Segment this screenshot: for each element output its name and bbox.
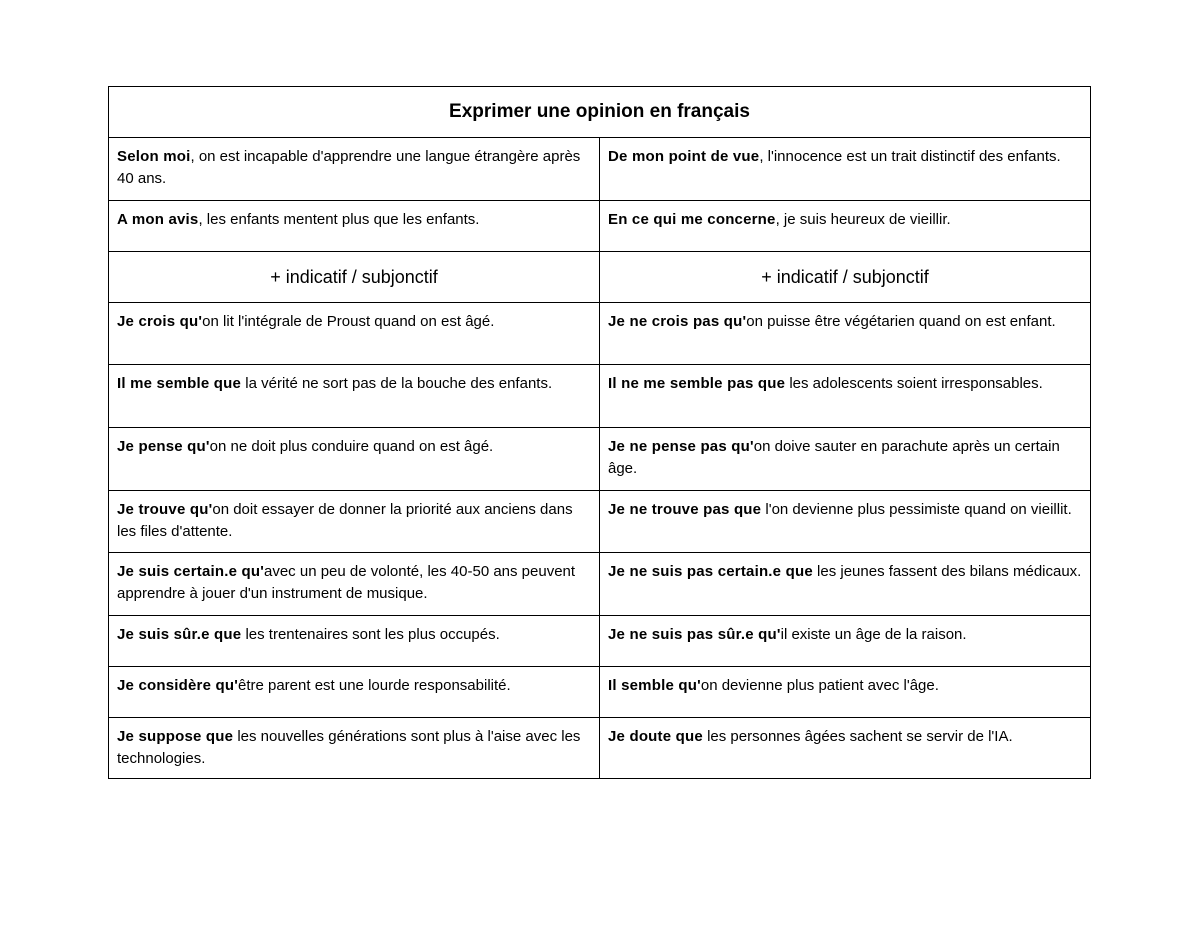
expression-bold: Je ne pense pas qu'	[608, 438, 754, 455]
table-cell	[109, 718, 600, 779]
table-cell	[109, 201, 600, 252]
example-text: , on est incapable d'apprendre une langue étrangère après 40 ans.	[117, 148, 581, 187]
expression-bold: De mon point de vue	[608, 148, 760, 165]
title-row	[109, 87, 1091, 138]
table-row	[109, 491, 1091, 553]
table-row	[109, 365, 1091, 428]
example-text: on doive sauter en parachute après un certain âge.	[608, 438, 1060, 477]
example-text: on ne doit plus conduire quand on est âgé.	[209, 438, 494, 455]
example-text: avec un peu de volonté, les 40-50 ans peuvent apprendre à jouer d'un instrument de musique.	[117, 563, 576, 602]
table-cell	[600, 365, 1091, 428]
expression-bold: Je suppose que	[117, 728, 234, 745]
table-cell	[600, 667, 1091, 718]
table-cell	[109, 491, 600, 553]
table-cell	[109, 667, 600, 718]
example-text: , l'innocence est un trait distinctif des enfants.	[759, 148, 1061, 165]
table-cell	[109, 138, 600, 201]
table-cell	[600, 138, 1091, 201]
expression-bold: Je considère qu'	[117, 677, 238, 694]
expression-bold: Je pense qu'	[117, 438, 210, 455]
expression-bold: Je crois qu'	[117, 313, 203, 330]
expression-bold: Il ne me semble pas que	[608, 375, 786, 392]
table-cell	[600, 491, 1091, 553]
section-header-left: + indicatif / subjonctif	[109, 252, 600, 303]
example-text: on lit l'intégrale de Proust quand on est âgé.	[202, 313, 495, 330]
example-text: , les enfants mentent plus que les enfants.	[198, 211, 480, 228]
table-row	[109, 553, 1091, 616]
example-text: les nouvelles générations sont plus à l'aise avec les technologies.	[117, 728, 581, 767]
table-cell	[109, 303, 600, 365]
table-cell	[600, 201, 1091, 252]
example-text: il existe un âge de la raison.	[780, 626, 967, 643]
table-cell	[600, 616, 1091, 667]
expression-bold: Selon moi	[117, 148, 191, 165]
example-text: les personnes âgées sachent se servir de l'IA.	[702, 728, 1013, 745]
expression-bold: Je ne crois pas qu'	[608, 313, 747, 330]
table-cell	[600, 303, 1091, 365]
expression-bold: Il semble qu'	[608, 677, 701, 694]
table-row	[109, 428, 1091, 491]
example-text: , je suis heureux de vieillir.	[775, 211, 951, 228]
example-text: on puisse être végétarien quand on est enfant.	[746, 313, 1056, 330]
table-cell	[600, 718, 1091, 779]
opinion-table	[108, 86, 1091, 779]
table-row	[109, 303, 1091, 365]
table-cell	[600, 428, 1091, 491]
table-cell	[109, 553, 600, 616]
table-row	[109, 667, 1091, 718]
example-text: on devienne plus patient avec l'âge.	[700, 677, 939, 694]
table-row	[109, 616, 1091, 667]
table-row	[109, 138, 1091, 201]
table-cell	[600, 553, 1091, 616]
example-text: les trentenaires sont les plus occupés.	[241, 626, 500, 643]
expression-bold: En ce qui me concerne	[608, 211, 776, 228]
table-row	[109, 718, 1091, 779]
example-text: la vérité ne sort pas de la bouche des enfants.	[241, 375, 553, 392]
expression-bold: Je suis certain.e qu'	[117, 563, 264, 580]
table-cell	[109, 365, 600, 428]
expression-bold: Il me semble que	[117, 375, 242, 392]
table-cell	[109, 428, 600, 491]
section-header-right: + indicatif / subjonctif	[600, 252, 1091, 303]
example-text: être parent est une lourde responsabilité.	[237, 677, 511, 694]
table-cell	[109, 616, 600, 667]
example-text: les jeunes fassent des bilans médicaux.	[812, 563, 1082, 580]
expression-bold: Je trouve qu'	[117, 501, 213, 518]
expression-bold: A mon avis	[117, 211, 199, 228]
table-title: Exprimer une opinion en français	[109, 87, 1091, 138]
expression-bold: Je ne suis pas sûr.e qu'	[608, 626, 781, 643]
expression-bold: Je ne trouve pas que	[608, 501, 762, 518]
section-header-row	[109, 252, 1091, 303]
example-text: les adolescents soient irresponsables.	[785, 375, 1043, 392]
example-text: on doit essayer de donner la priorité aux anciens dans les files d'attente.	[117, 501, 573, 540]
expression-bold: Je suis sûr.e que	[117, 626, 242, 643]
table-row	[109, 201, 1091, 252]
expression-bold: Je doute que	[608, 728, 703, 745]
expression-bold: Je ne suis pas certain.e que	[608, 563, 813, 580]
example-text: l'on devienne plus pessimiste quand on vieillit.	[761, 501, 1072, 518]
